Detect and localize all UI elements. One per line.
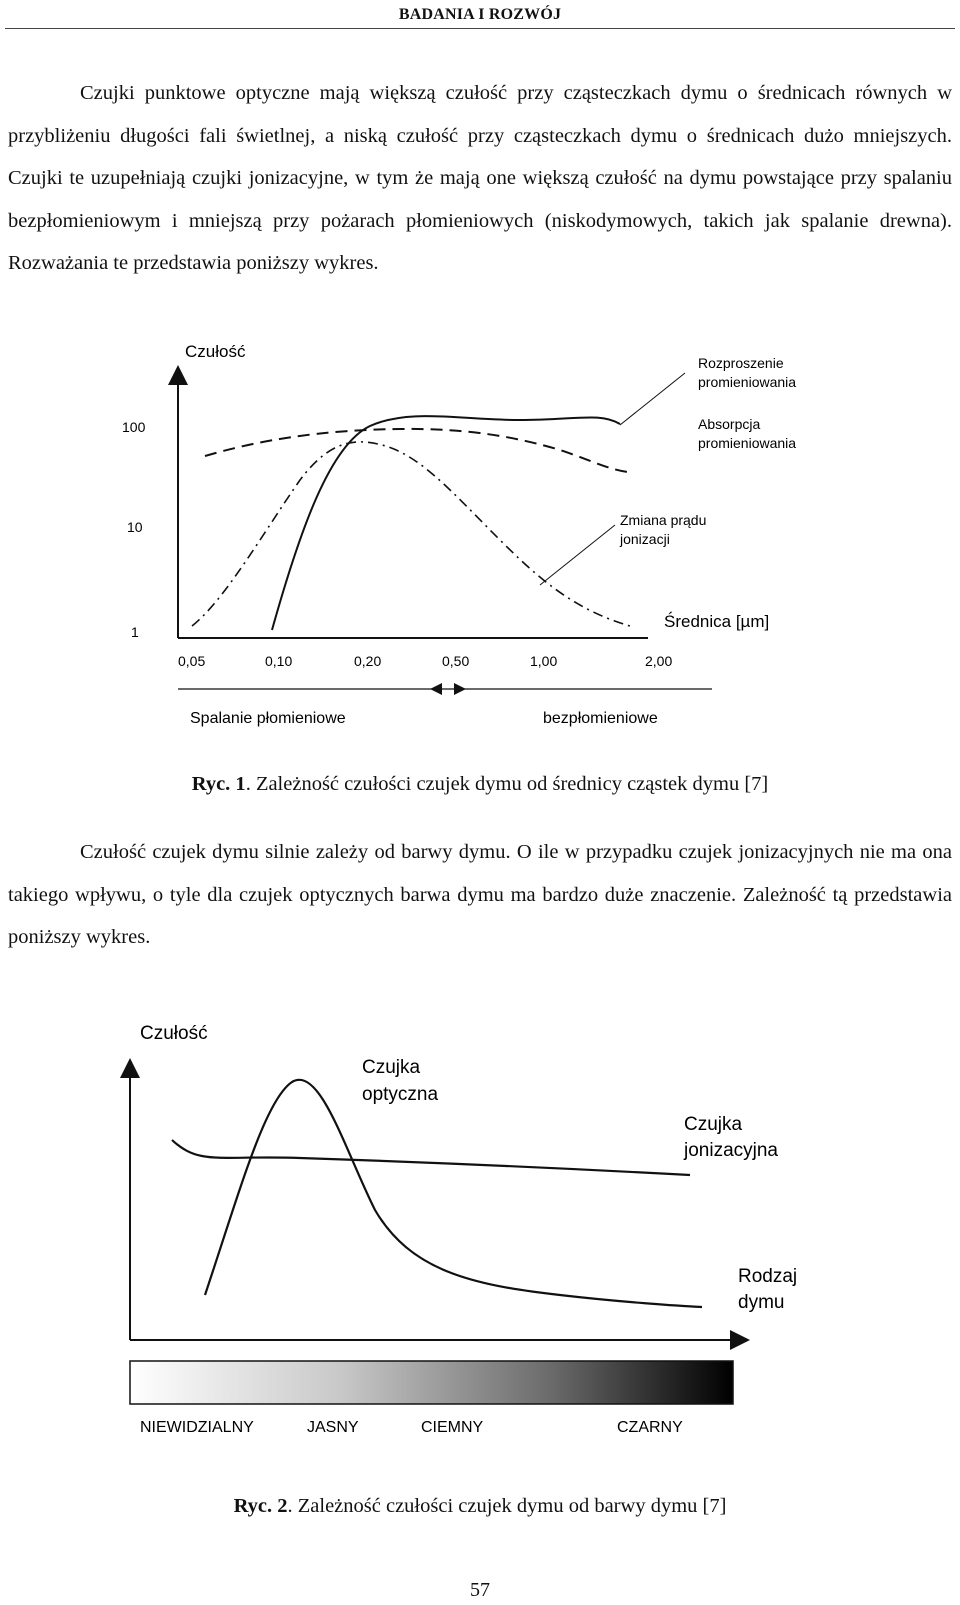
- label-rozproszenie: Rozproszenie promieniowania: [698, 355, 797, 390]
- x-tick-label: 0,50: [442, 653, 470, 669]
- x-axis-label: Rodzaj dymu: [738, 1266, 798, 1313]
- series-czujka-jonizacyjna: [172, 1140, 690, 1175]
- figure-2-caption: [0, 1495, 960, 1518]
- figure-2-caption-label: Ryc. 2: [233, 1495, 288, 1517]
- paragraph-2: [8, 831, 952, 959]
- range-arrow-left: [430, 683, 442, 695]
- x-tick-label: 0,10: [265, 653, 293, 669]
- x-axis-label: Średnica [µm]: [664, 612, 770, 631]
- y-tick-label: 10: [127, 519, 143, 535]
- y-tick-label: 1: [131, 624, 139, 640]
- x-tick-label: 0,05: [178, 653, 206, 669]
- y-axis-label: Czułość: [185, 342, 246, 361]
- figure-2-caption-text: . Zależność czułości czujek dymu od barwy dymu [7]: [287, 1495, 727, 1517]
- y-tick-label: 100: [122, 419, 146, 435]
- series-jonizacja: [192, 442, 630, 626]
- x-axis-label-line: Rodzaj: [738, 1266, 798, 1287]
- figure-1-caption-label: Ryc. 1: [191, 773, 246, 795]
- y-axis-label: Czułość: [140, 1023, 208, 1044]
- category-label: CZARNY: [617, 1419, 683, 1436]
- series-absorpcja: [205, 429, 628, 472]
- paragraph-2-text: Czułość czujek dymu silnie zależy od barwy dymu. O ile w przypadku czujek jonizacyjnych nie ma ona takiego wpływu, o tyle dla czujek optycznych barwa dymu ma bardzo duże znaczenie. Zależność tą przedstawia poniższy wykres.: [8, 841, 952, 948]
- category-label: JASNY: [307, 1419, 359, 1436]
- x-tick-label: 1,00: [530, 653, 558, 669]
- label-czujka-jonizacyjna: Czujka jonizacyjna: [684, 1114, 778, 1161]
- label-czujka-optyczna: Czujka optyczna: [362, 1057, 439, 1105]
- x-tick-label: 2,00: [645, 653, 673, 669]
- figure-2-chart: [0, 1010, 960, 1440]
- page-number: 57: [470, 1579, 490, 1601]
- header-rule: [5, 28, 955, 29]
- figure-1-chart: [0, 330, 960, 750]
- series-czujka-optyczna: [205, 1080, 702, 1307]
- figure-1-caption-text: . Zależność czułości czujek dymu od średnicy cząstek dymu [7]: [245, 773, 769, 795]
- paragraph-1-text: Czujki punktowe optyczne mają większą czułość przy cząsteczkach dymu o średnicach równych w przybliżeniu długości fali świetlnej, a niską czułość przy cząsteczkach dymu o średnicach dużo mniejszych. Czujki te uzupełniają czujki jonizacyjne, w tym że mają one większą czułość na dymu powstające przy spalaniu bezpłomieniowym i mniejszą przy pożarach płomieniowych (niskodymowych, takich jak spalanie drewna). Rozważania te przedstawia poniższy wykres.: [8, 82, 952, 274]
- range-label-left: Spalanie płomieniowe: [190, 710, 346, 727]
- figure-1-caption: [0, 773, 960, 796]
- label-absorpcja: Absorpcja promieniowania: [698, 416, 797, 451]
- leader-jonizacja: [540, 525, 615, 585]
- smoke-color-gradient: [130, 1361, 733, 1404]
- series-rozproszenie: [272, 416, 620, 630]
- leader-rozproszenie: [620, 373, 685, 425]
- range-label-right: bezpłomieniowe: [543, 710, 658, 727]
- label-jonizacja: Zmiana prądu jonizacji: [620, 512, 707, 547]
- range-arrow-right: [454, 683, 466, 695]
- x-tick-label: 0,20: [354, 653, 382, 669]
- paragraph-1: [8, 72, 952, 285]
- category-label: CIEMNY: [421, 1419, 484, 1436]
- category-label: NIEWIDZIALNY: [140, 1419, 254, 1436]
- running-header: BADANIA I ROZWÓJ: [398, 6, 562, 23]
